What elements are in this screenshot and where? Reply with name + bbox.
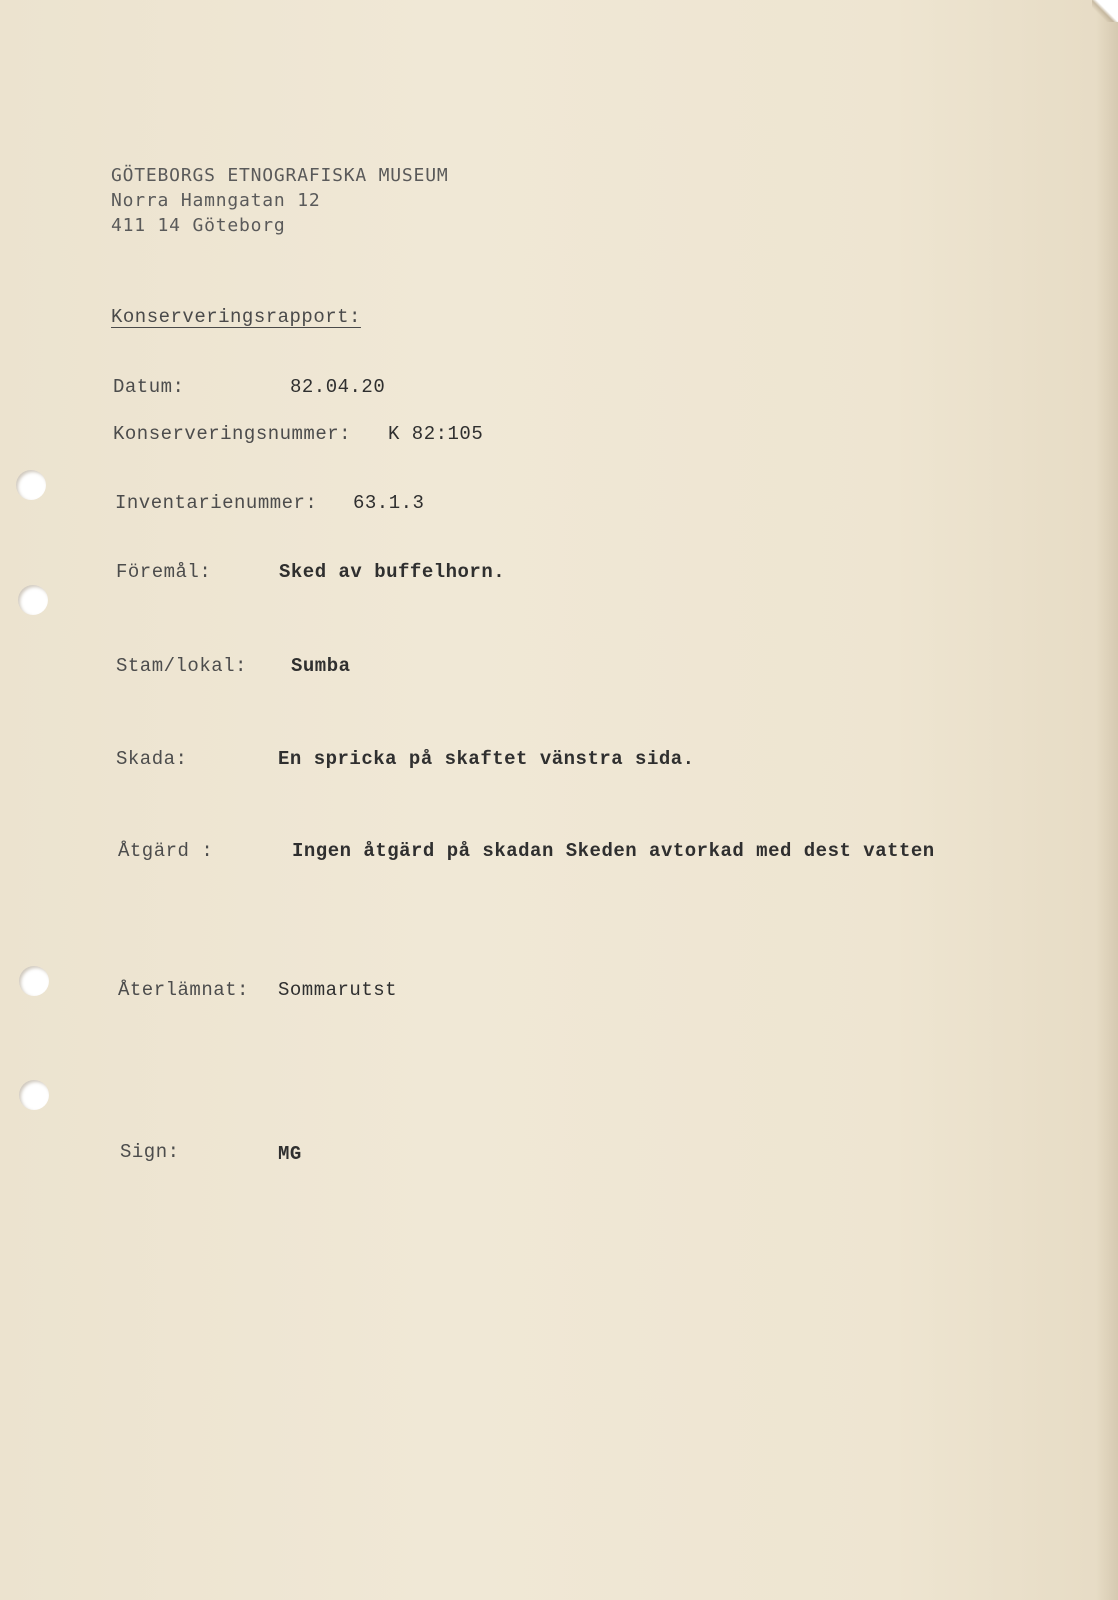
atgard-label: Åtgärd : xyxy=(118,840,214,862)
page-corner-fold xyxy=(1092,0,1118,22)
museum-city: 411 14 Göteborg xyxy=(111,215,286,236)
inventarienummer-label: Inventarienummer: xyxy=(115,492,318,514)
sign-value: MG xyxy=(278,1143,302,1165)
report-title: Konserveringsrapport: xyxy=(111,306,361,328)
museum-name: GÖTEBORGS ETNOGRAFISKA MUSEUM xyxy=(111,165,449,186)
museum-street: Norra Hamngatan 12 xyxy=(111,190,321,211)
skada-value: En spricka på skaftet vänstra sida. xyxy=(278,748,695,770)
punch-hole xyxy=(18,585,48,615)
aterlamnat-value: Sommarutst xyxy=(278,979,398,1001)
skada-label: Skada: xyxy=(116,748,188,770)
foremal-label: Föremål: xyxy=(116,561,212,583)
datum-label: Datum: xyxy=(113,376,185,398)
foremal-value: Sked av buffelhorn. xyxy=(279,561,506,583)
konserveringsnummer-value: K 82:105 xyxy=(388,423,484,445)
konserveringsnummer-label: Konserveringsnummer: xyxy=(113,423,352,445)
punch-hole xyxy=(19,1080,49,1110)
page-edge-shadow xyxy=(1096,0,1118,1600)
sign-label: Sign: xyxy=(120,1141,180,1163)
stam-lokal-value: Sumba xyxy=(291,655,351,677)
punch-hole xyxy=(16,470,46,500)
stam-lokal-label: Stam/lokal: xyxy=(116,655,247,677)
punch-hole xyxy=(19,966,49,996)
inventarienummer-value: 63.1.3 xyxy=(353,492,425,514)
atgard-value: Ingen åtgärd på skadan Skeden avtorkad med dest vatten xyxy=(292,840,935,862)
datum-value: 82.04.20 xyxy=(290,376,386,398)
aterlamnat-label: Återlämnat: xyxy=(118,979,249,1001)
